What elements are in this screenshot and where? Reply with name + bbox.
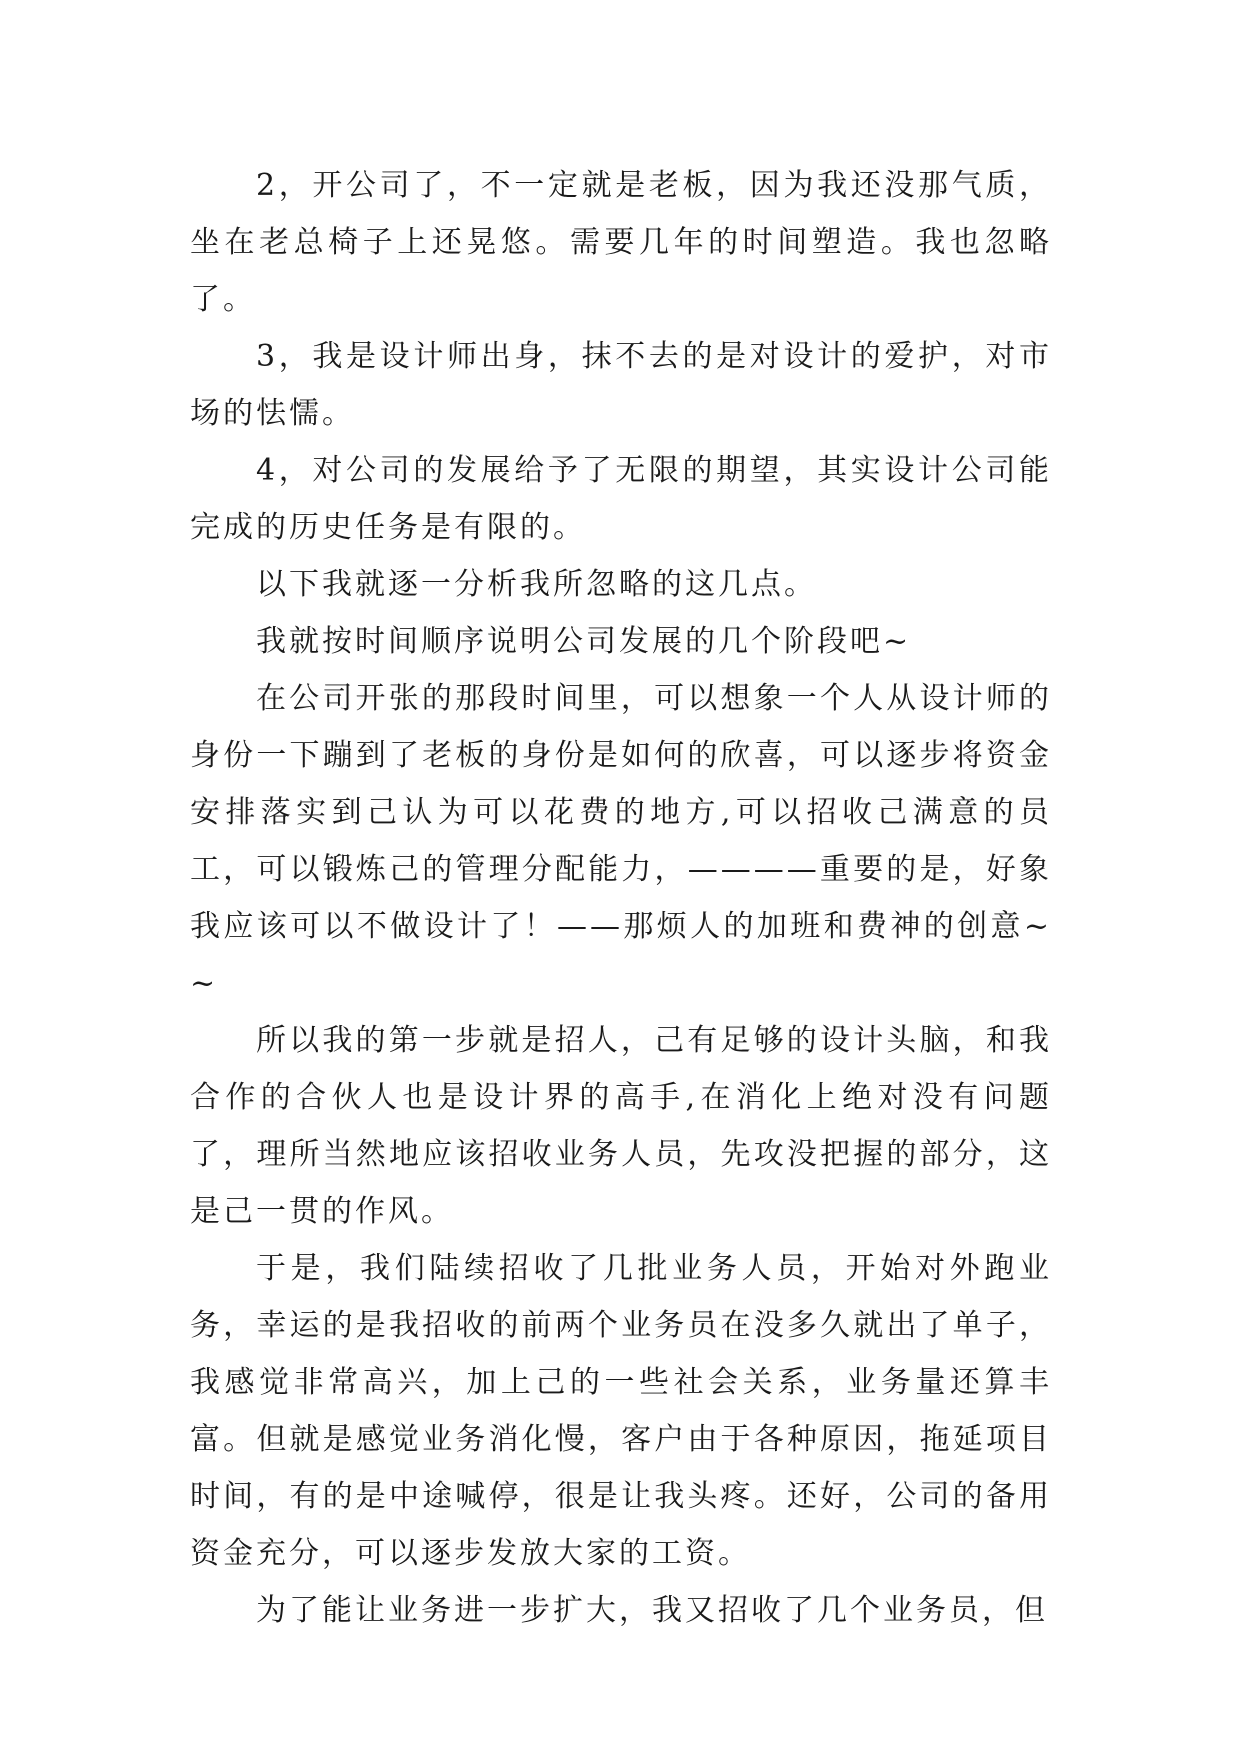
paragraph: 3，我是设计师出身，抹不去的是对设计的爱护，对市场的怯懦。 [190,339,1052,431]
paragraph: 我就按时间顺序说明公司发展的几个阶段吧~ [256,624,912,659]
paragraph: 所以我的第一步就是招人，己有足够的设计头脑，和我合作的合伙人也是设计界的高手,在消化上绝对没有问题了，理所当然地应该招收业务人员，先攻没把握的部分，这是己一贯的作风。 [190,1023,1052,1229]
paragraph: 为了能让业务进一步扩大，我又招收了几个业务员，但 [256,1593,1048,1628]
paragraph: 在公司开张的那段时间里，可以想象一个人从设计师的身份一下蹦到了老板的身份是如何的欣喜，可以逐步将资金安排落实到己认为可以花费的地方,可以招收己满意的员工，可以锻炼己的管理分配能力，————重要的是，好象我应该可以不做设计了！——那烦人的加班和费神的创意~~ [190,681,1052,1001]
paragraph: 于是，我们陆续招收了几批业务人员，开始对外跑业务，幸运的是我招收的前两个业务员在没多久就出了单子，我感觉非常高兴，加上己的一些社会关系，业务量还算丰富。但就是感觉业务消化慢，客户由于各种原因，拖延项目时间，有的是中途喊停，很是让我头疼。还好，公司的备用资金充分，可以逐步发放大家的工资。 [190,1251,1052,1571]
document-body [190,157,1052,1639]
paragraph: 以下我就逐一分析我所忽略的这几点。 [256,567,817,602]
paragraph: 4，对公司的发展给予了无限的期望，其实设计公司能完成的历史任务是有限的。 [190,453,1052,545]
paragraph: 2，开公司了，不一定就是老板，因为我还没那气质，坐在老总椅子上还晃悠。需要几年的时间塑造。我也忽略了。 [190,168,1052,317]
